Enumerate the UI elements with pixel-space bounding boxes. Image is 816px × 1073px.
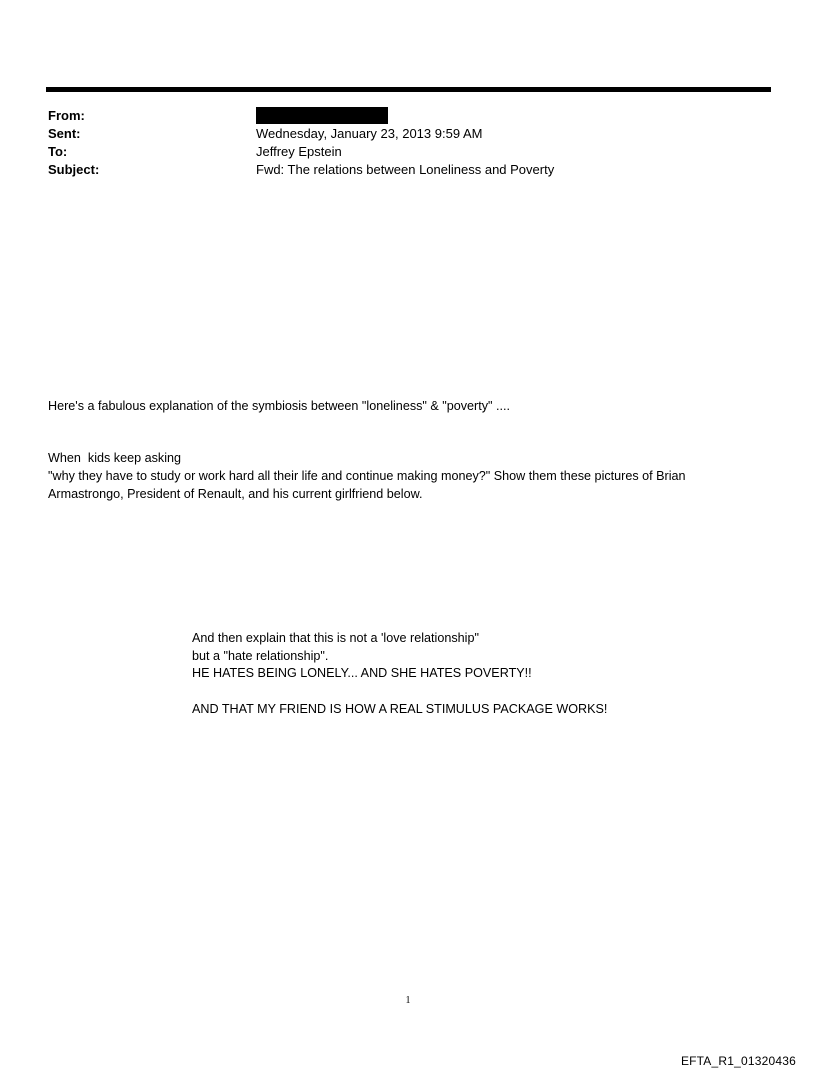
document-id: EFTA_R1_01320436 [680, 1054, 796, 1068]
quote-line: but a "hate relationship". [192, 649, 329, 663]
sent-label: Sent: [48, 126, 81, 141]
redacted-sender [256, 107, 388, 124]
sent-row [48, 125, 768, 143]
subject-row [48, 161, 768, 179]
to-row [48, 143, 768, 161]
subject-label: Subject: [48, 162, 100, 177]
from-row [48, 107, 768, 125]
subject-value: Fwd: The relations between Loneliness and Poverty [256, 162, 555, 177]
paragraph-line: "why they have to study or work hard all their life and continue making money?" Show them these pictures of Brian [48, 469, 686, 483]
page-number: 1 [405, 995, 411, 1006]
sent-value: Wednesday, January 23, 2013 9:59 AM [256, 126, 483, 141]
from-label: From: [48, 108, 85, 123]
header-divider [46, 87, 771, 92]
quote-line: And then explain that this is not a 'love relationship" [192, 631, 479, 645]
intro-paragraph: Here's a fabulous explanation of the symbiosis between "loneliness" & "poverty" .... [48, 399, 511, 413]
paragraph-line: When kids keep asking [48, 451, 182, 465]
quote-line: HE HATES BEING LONELY... AND SHE HATES POVERTY!! [192, 666, 532, 680]
paragraph-line: Armastrongo, President of Renault, and his current girlfriend below. [48, 487, 423, 501]
to-label: To: [48, 144, 68, 159]
quote-line: AND THAT MY FRIEND IS HOW A REAL STIMULUS PACKAGE WORKS! [192, 702, 608, 716]
to-value: Jeffrey Epstein [256, 144, 342, 159]
